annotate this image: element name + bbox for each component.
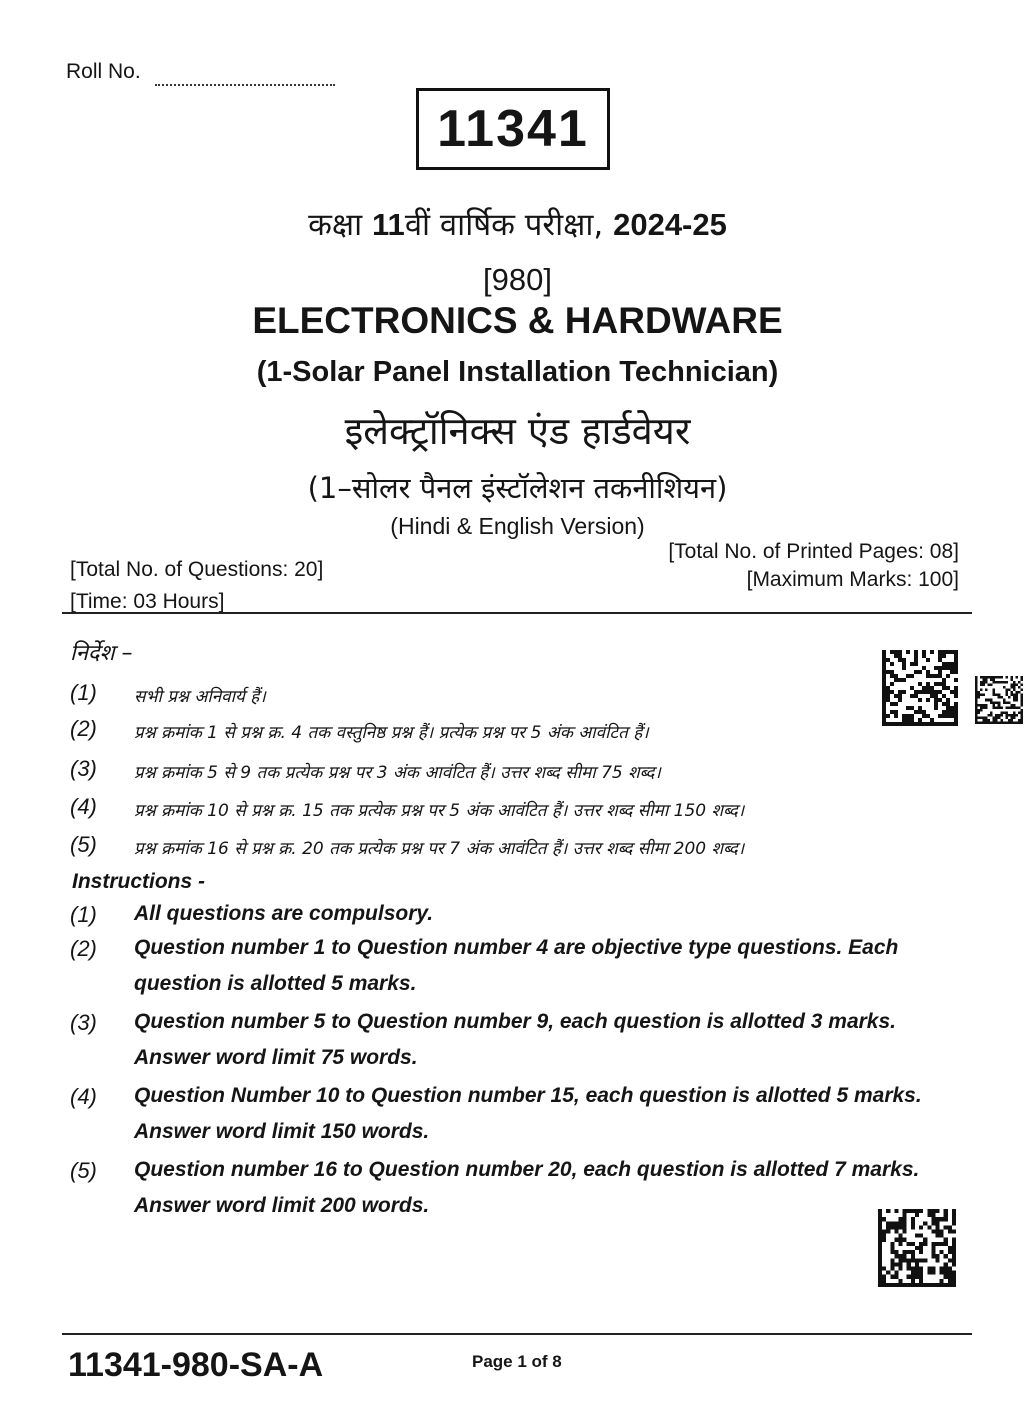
item-text: प्रश्न क्रमांक 1 से प्रश्न क्र. 4 तक वस्तुनिष्ठ प्रश्न हैं। प्रत्येक प्रश्न पर 5 अंक आवंटित हैं। (134, 723, 649, 743)
item-text: सभी प्रश्न अनिवार्य हैं। (134, 687, 266, 707)
item-number: (4) (70, 1084, 97, 1109)
item-number: (2) (70, 716, 97, 741)
item-text: प्रश्न क्रमांक 16 से प्रश्न क्र. 20 तक प्रत्येक प्रश्न पर 7 अंक आवंटित हैं। उत्तर शब्द सीमा 200 शब्द। (134, 839, 745, 859)
exam-title-hindi: कक्षा 11वीं वार्षिक परीक्षा, 2024-25 (308, 207, 727, 243)
item-text: Question number 16 to Question number 20, each question is allotted 7 marks. Answer word limit 200 words. (134, 1158, 920, 1217)
subject-subtitle-english: (1-Solar Panel Installation Technician) (256, 356, 779, 388)
item-number: (1) (70, 680, 97, 705)
footer-paper-code: 11341-980-SA-A (68, 1346, 324, 1384)
item-text: All questions are compulsory. (134, 902, 434, 925)
item-text: Question number 5 to Question number 9, each question is allotted 3 marks. Answer word limit 75 words. (134, 1010, 896, 1069)
subject-title-hindi: इलेक्ट्रॉनिक्स एंड हार्डवेयर (344, 409, 691, 453)
printed-pages: [Total No. of Printed Pages: 08] (668, 540, 959, 563)
paper-code-box: 11341 (416, 88, 610, 170)
item-number: (2) (70, 936, 97, 961)
item-text: प्रश्न क्रमांक 10 से प्रश्न क्र. 15 तक प्रत्येक प्रश्न पर 5 अंक आवंटित हैं। उत्तर शब्द सीमा 150 शब्द। (134, 801, 745, 821)
maximum-marks: [Maximum Marks: 100] (746, 568, 959, 591)
item-text: प्रश्न क्रमांक 5 से 9 तक प्रत्येक प्रश्न पर 3 अंक आवंटित हैं। उत्तर शब्द सीमा 75 शब्द। (134, 763, 661, 783)
header-divider (62, 612, 972, 614)
item-text: Question Number 10 to Question number 15, each question is allotted 5 marks. Answer word limit 150 words. (134, 1084, 922, 1143)
subject-subtitle-hindi: (1–सोलर पैनल इंस्टॉलेशन तकनीशियन) (307, 471, 728, 505)
version-note: (Hindi & English Version) (390, 513, 645, 539)
roll-number-label: Roll No. (66, 60, 141, 83)
item-text: Question number 1 to Question number 4 are objective type questions. Each question is allotted 5 marks. (134, 936, 899, 995)
item-number: (3) (70, 1010, 97, 1035)
footer-divider (62, 1333, 972, 1335)
english-instructions-heading: Instructions - (72, 870, 206, 893)
datamatrix-code-icon (882, 650, 958, 726)
qr-code-icon (975, 676, 1023, 724)
subject-title-english: ELECTRONICS & HARDWARE (252, 300, 783, 341)
exam-time: [Time: 03 Hours] (70, 590, 225, 613)
item-number: (5) (70, 1158, 97, 1183)
page-number: Page 1 of 8 (472, 1352, 562, 1371)
total-questions: [Total No. of Questions: 20] (70, 558, 324, 581)
item-number: (4) (70, 794, 97, 819)
item-number: (5) (70, 832, 97, 857)
hindi-instructions-heading: निर्देश – (70, 641, 133, 666)
subject-code: [980] (483, 262, 552, 297)
item-number: (3) (70, 756, 97, 781)
item-number: (1) (70, 902, 97, 927)
roll-number-line (155, 84, 335, 86)
